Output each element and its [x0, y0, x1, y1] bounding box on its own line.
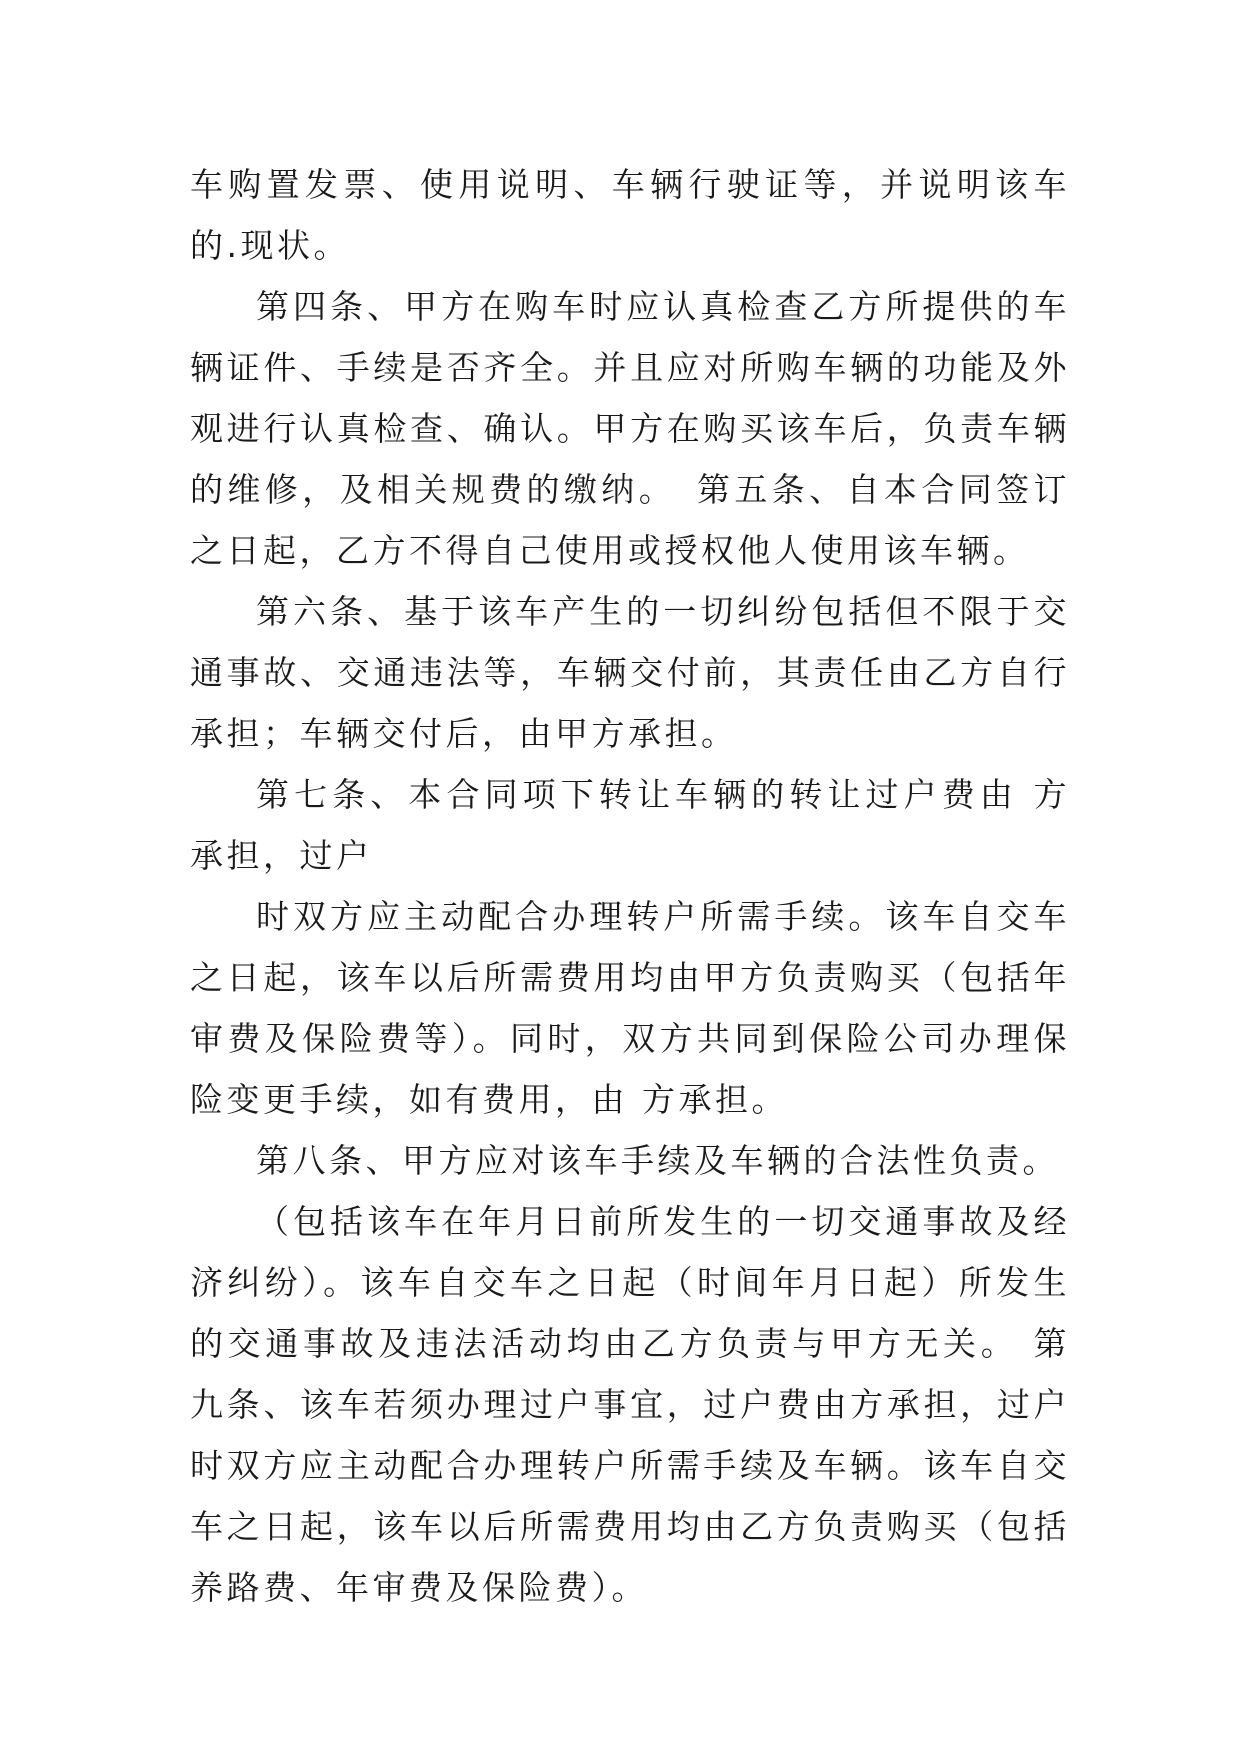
paragraph-article-8-9: （包括该车在年月日前所发生的一切交通事故及经济纠纷）。该车自交车之日起（时间年月日起）所发生的交通事故及违法活动均由乙方负责与甲方无关。 第九条、该车若须办理过户事宜，过户费由方承担，过户时双方应主动配合办理转户所需手续及车辆。该车自交车之日起，该车以后所需费用均由乙方负责购买（包括养路费、年审费及保险费）。: [190, 1202, 1070, 1607]
paragraph-1: 车购置发票、使用说明、车辆行驶证等，并说明该车的.现状。: [190, 165, 1070, 265]
paragraph-article-8: 第八条、甲方应对该车手续及车辆的合法性负责。: [256, 1141, 1059, 1180]
paragraph-article-7-continued: 时双方应主动配合办理转户所需手续。该车自交车之日起，该车以后所需费用均由甲方负责购买（包括年审费及保险费等）。同时，双方共同到保险公司办理保险变更手续，如有费用，由 方承担。: [190, 897, 1070, 1119]
paragraph-article-7: 第七条、本合同项下转让车辆的转让过户费由 方承担，过户: [190, 775, 1070, 875]
paragraph-article-4-5: 第四条、甲方在购车时应认真检查乙方所提供的车辆证件、手续是否齐全。并且应对所购车辆的功能及外观进行认真检查、确认。甲方在购买该车后，负责车辆的维修，及相关规费的缴纳。 第五条、自本合同签订之日起，乙方不得自己使用或授权他人使用该车辆。: [190, 287, 1070, 570]
document-body: [190, 154, 1070, 1618]
paragraph-article-6: 第六条、基于该车产生的一切纠纷包括但不限于交通事故、交通违法等，车辆交付前，其责任由乙方自行承担；车辆交付后，由甲方承担。: [190, 592, 1070, 753]
